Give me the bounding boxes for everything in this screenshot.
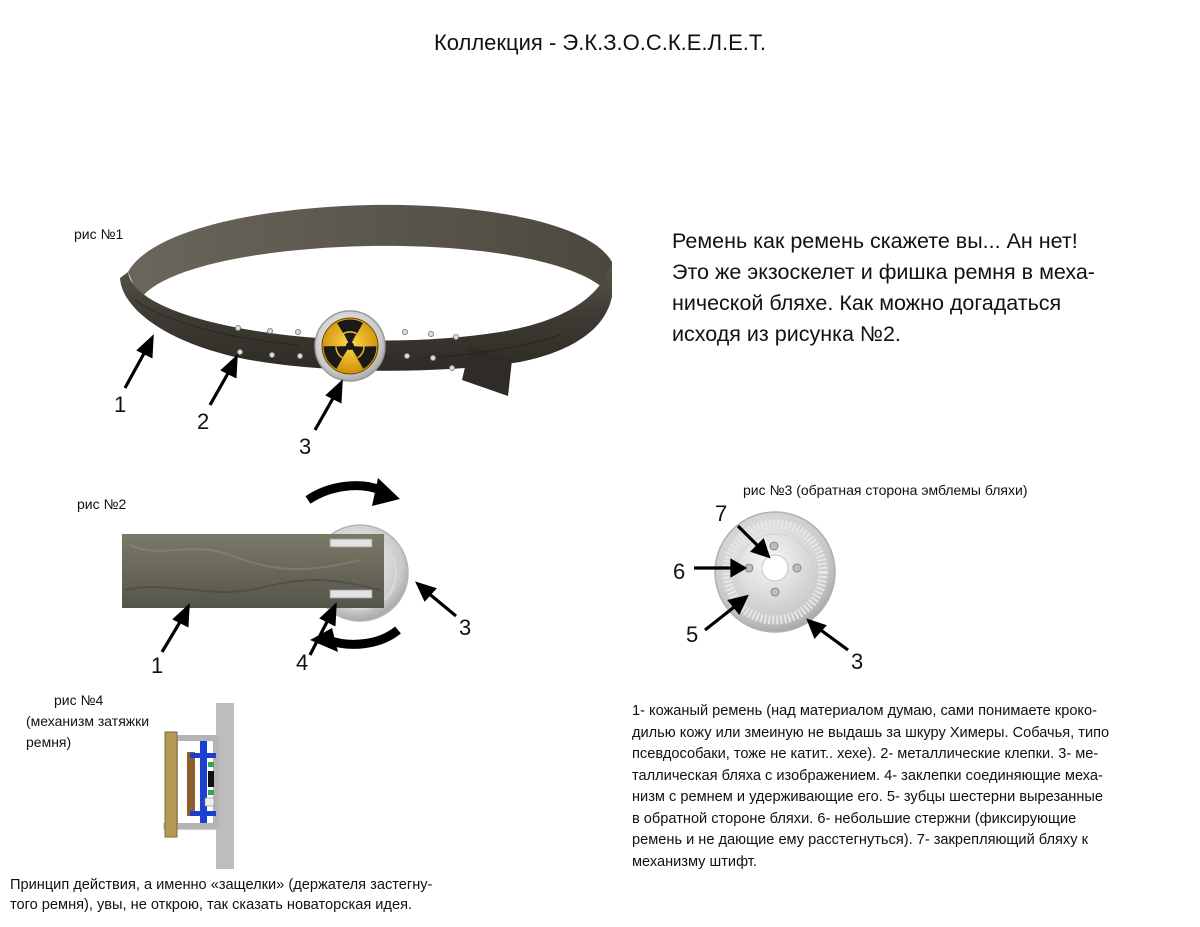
fig4-label-line2: (механизм затяжки xyxy=(26,713,150,729)
fig3-callout-3: 3 xyxy=(851,649,864,674)
legend-line: в обратной стороне бляхи. 6- небольшие стержни (фиксирующие xyxy=(632,810,1077,827)
fig4-label-line1: рис №4 xyxy=(54,692,104,708)
legend-line: низм с ремнем и удерживающие его. 5- зубцы шестерни вырезанные xyxy=(632,789,1103,805)
description-line: нической бляхе. Как можно догадаться xyxy=(672,291,1062,315)
fig2-callout-1: 1 xyxy=(151,653,164,678)
rotation-arrow-top xyxy=(308,478,400,506)
legend xyxy=(632,701,1109,873)
belt-back-band xyxy=(128,205,612,300)
description-line: Ремень как ремень скажете вы... Ан нет! xyxy=(672,229,1078,253)
legend-line: механизму штифт. xyxy=(632,853,757,870)
fig2-label: рис №2 xyxy=(77,496,127,512)
legend-line: псевдособаки, тоже не катит.. хехе). 2- металлические клепки. 3- ме- xyxy=(632,746,1099,762)
description xyxy=(672,226,1095,350)
fig4-label-line3: ремня) xyxy=(26,734,72,750)
fig1-callout-1: 1 xyxy=(114,392,127,417)
fig2-clip-bottom xyxy=(330,590,372,598)
fig4-mechanism xyxy=(163,703,234,869)
belt-buckle xyxy=(315,311,385,381)
fig3-callout-6: 6 xyxy=(673,559,686,584)
description-line: Это же экзоскелет и фишка ремня в меха- xyxy=(672,260,1095,284)
fig1-label: рис №1 xyxy=(74,226,124,242)
description-line: исходя из рисунка №2. xyxy=(672,322,901,346)
legend-line: ремень и не дающие ему расстегнуться). 7- закрепляющий бляху к xyxy=(632,832,1088,848)
fig3-label: рис №3 (обратная сторона эмблемы бляхи) xyxy=(743,482,1028,498)
principle-line: того ремня), увы, не открою, так сказать новаторская идея. xyxy=(10,897,413,913)
fig1-callout-2: 2 xyxy=(197,409,210,434)
fig2-callout-4: 4 xyxy=(296,650,309,675)
fig3-callout-7: 7 xyxy=(715,501,728,526)
principle-line: Принцип действия, а именно «защелки» (держателя застегну- xyxy=(10,877,433,893)
fig3-callout-5: 5 xyxy=(686,622,699,647)
fig2-callout-3: 3 xyxy=(459,615,472,640)
legend-line: 1- кожаный ремень (над материалом думаю, сами понимаете кроко- xyxy=(632,703,1097,719)
fig1-callout-3: 3 xyxy=(299,434,312,459)
principle-note xyxy=(10,875,432,915)
legend-line: таллическая бляха с изображением. 4- заклепки соединяющие меха- xyxy=(632,767,1103,784)
fig2-clip-top xyxy=(330,539,372,547)
page-title: Коллекция - Э.К.З.О.С.К.Е.Л.Е.Т. xyxy=(433,30,767,55)
legend-line: дилью кожу или змеиную не выдашь за шкуру Химеры. Собачья, типо xyxy=(632,724,1110,741)
